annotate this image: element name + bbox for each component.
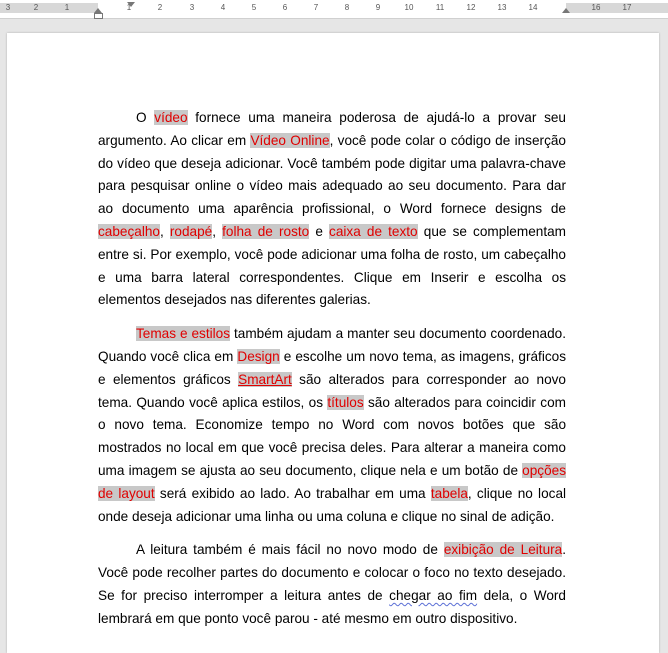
highlighted-term: exibição de Leitura (443, 542, 563, 558)
text-run: , (212, 223, 223, 239)
paragraph-2[interactable] (98, 323, 566, 528)
text-run: A leitura também é mais fácil no novo modo de (136, 542, 444, 558)
ruler-tick: 1 (126, 3, 132, 12)
paragraph-1[interactable] (98, 107, 566, 312)
ruler-tick: 2 (157, 3, 163, 12)
ruler-left-margin (0, 3, 98, 13)
text-run: , você pode colar o código de inserção do vídeo que deseja adicionar. Você também pode digitar uma palavra-chave para pesquisar online o vídeo mais adequado ao seu documento. Para dar ao documento uma aparência profissional, o Word fornece designs de (98, 132, 566, 217)
ruler-tick: 1 (64, 3, 70, 12)
text-run: , (159, 223, 170, 239)
ruler-tick: 8 (344, 3, 350, 12)
text-run: e (309, 223, 330, 239)
highlighted-term: Temas e estilos (136, 326, 231, 342)
highlighted-term: vídeo (154, 110, 188, 125)
highlighted-term: títulos (327, 394, 364, 410)
document-body[interactable] (98, 107, 566, 642)
text-run: também ajudam a manter seu documento coordenado. Quando você clica em (98, 326, 566, 364)
ruler-tick: 3 (189, 3, 195, 12)
highlighted-term: rodapé (169, 223, 213, 239)
highlighted-term-underlined: SmartArt (238, 371, 292, 387)
highlighted-term: cabeçalho (98, 223, 160, 239)
highlighted-term: tabela (430, 485, 468, 501)
document-page[interactable] (7, 33, 659, 653)
ruler-tick: 16 (591, 3, 601, 12)
ruler-tick: 14 (528, 3, 538, 12)
text-run: e escolhe um novo tema, as imagens, gráficos e elementos gráficos (98, 348, 566, 387)
highlighted-term: Design (237, 348, 280, 364)
right-indent-marker[interactable] (562, 8, 570, 13)
first-line-indent-marker[interactable] (127, 2, 135, 7)
ruler-tick: 2 (33, 3, 39, 12)
highlighted-term: Vídeo Online (250, 132, 330, 148)
highlighted-term: caixa de texto (329, 223, 418, 239)
paragraph-3[interactable] (98, 539, 566, 630)
text-run: O (136, 110, 155, 125)
ruler-right-margin (566, 3, 668, 13)
ruler-tick: 6 (282, 3, 288, 12)
ruler-tick: 13 (497, 3, 507, 12)
text-run: são alterados para corresponder ao novo tema. Quando você aplica estilos, os (98, 371, 566, 410)
left-indent-marker[interactable] (94, 13, 103, 19)
text-run: fornece uma maneira poderosa de ajudá-lo a provar seu argumento. Ao clicar em (98, 110, 566, 148)
ruler-tick: 5 (251, 3, 257, 12)
highlighted-term: folha de rosto (222, 223, 310, 239)
text-run: , clique no local onde deseja adicionar uma linha ou uma coluna e clique no sinal de adição. (98, 485, 567, 524)
text-run: são alterados para coincidir com o novo tema. Economize tempo no Word com novos botões que são mostrados no local em que você precisa deles. Para alterar a maneira como uma imagem se ajusta ao seu documento, clique nela e um botão de (98, 394, 566, 478)
text-run: . Você pode recolher partes do documento e colocar o foco no texto desejado. Se for preciso interromper a leitura antes de (98, 542, 566, 603)
ruler-tick: 12 (466, 3, 476, 12)
ruler-tick: 10 (404, 3, 414, 12)
text-run: que se complementam entre si. Por exemplo, você pode adicionar uma folha de rosto, um cabeçalho e uma barra lateral correspondentes. Clique em Inserir e escolha os elementos desejados nas diferentes galerias. (98, 223, 566, 308)
horizontal-ruler[interactable] (0, 0, 668, 19)
ruler-tick: 11 (435, 3, 445, 12)
ruler-tick: 9 (375, 3, 381, 12)
text-run: dela, o Word lembrará em que ponto você parou - até mesmo em outro dispositivo. (98, 587, 566, 626)
highlighted-term: opções de layout (98, 462, 566, 501)
ruler-tick: 7 (313, 3, 319, 12)
ruler-tick: 3 (5, 3, 11, 12)
ruler-tick: 4 (220, 3, 226, 12)
grammar-suggestion[interactable]: chegar ao fim (389, 587, 478, 603)
ruler-tick: 17 (622, 3, 632, 12)
text-run: será exibido ao lado. Ao trabalhar em uma (154, 485, 431, 501)
